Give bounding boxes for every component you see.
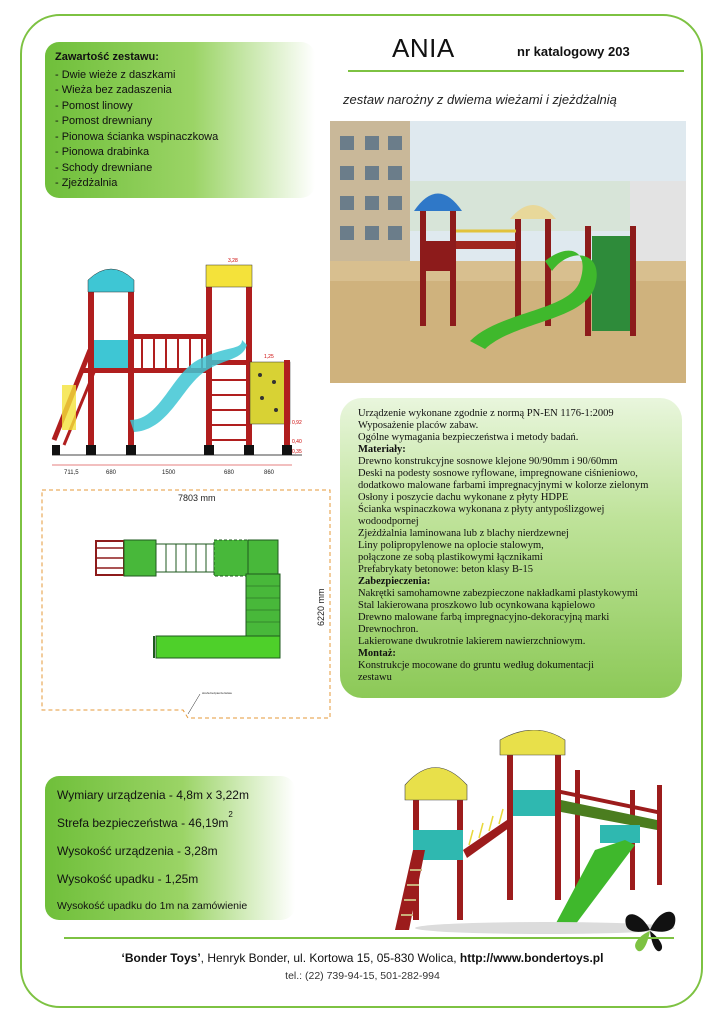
spec-line: Ścianka wspinaczkowa wykonana z płyty antypoślizgowej bbox=[358, 504, 605, 515]
spec-heading: Materiały: bbox=[358, 444, 406, 455]
list-item: - Pionowa drabinka bbox=[55, 146, 150, 158]
spec-line: Wyposażenie placów zabaw. bbox=[358, 420, 479, 431]
spec-line: Ogólne wymagania bezpieczeństwa i metody badań. bbox=[358, 432, 579, 443]
dim-1: 711,5 bbox=[64, 470, 79, 476]
spec-line: Urządzenie wykonane zgodnie z normą PN-EN 1176-1:2009 bbox=[358, 408, 614, 419]
height-line: Wysokość urządzenia - 3,28m bbox=[57, 844, 218, 858]
spec-line: Drewno konstrukcyjne sosnowe klejone 90/90mm i 90/60mm bbox=[358, 456, 618, 467]
spec-line: Stal lakierowana proszkowo lub ocynkowana kąpielowo bbox=[358, 600, 596, 611]
plan-view bbox=[38, 486, 338, 727]
list-item: - Pomost linowy bbox=[55, 99, 133, 112]
spec-line: Prefabrykaty betonowe: beton klasy B-15 bbox=[358, 564, 533, 575]
footer-divider bbox=[64, 937, 674, 939]
spec-line: Drewnochron. bbox=[358, 624, 419, 635]
spec-line: Liny polipropylenowe na oplocie stalowym, bbox=[358, 540, 544, 551]
superscript: 2 bbox=[228, 810, 233, 819]
product-title: ANIA bbox=[392, 33, 455, 63]
spec-line: połączone ze sobą plastikowymi łącznikami bbox=[358, 552, 543, 563]
plan-width-label: 7803 mm bbox=[178, 493, 216, 503]
list-item: - Pionowa ścianka wspinaczkowa bbox=[55, 130, 219, 143]
spec-line: wodoodpornej bbox=[358, 516, 419, 527]
header-divider bbox=[348, 70, 684, 72]
company-address: , Henryk Bonder, ul. Kortowa 15, 05-830 Wolica, bbox=[200, 951, 460, 965]
specification-box bbox=[340, 398, 682, 698]
footer-phone: tel.: (22) 739-94-15, 501-282-994 bbox=[285, 970, 440, 982]
height-label: 0,92 bbox=[292, 420, 302, 426]
dim-2: 680 bbox=[106, 470, 117, 476]
spec-line: Nakrętki samohamowne zabezpieczone nakładkami plastykowymi bbox=[358, 588, 638, 599]
spec-line: dodatkowo malowane farbami impregnacyjnymi w kolorze zielonym bbox=[358, 480, 649, 491]
spec-line: Zjeżdżalnia laminowana lub z blachy nierdzewnej bbox=[358, 528, 569, 539]
height-label: 0,35 bbox=[292, 449, 302, 455]
height-label: 1,25 bbox=[264, 354, 274, 360]
fall-height-note: Wysokość upadku do 1m na zamówienie bbox=[57, 900, 248, 912]
dimensions-box bbox=[45, 776, 295, 920]
spec-line: Drewno malowane farbą impregnacyjno-dekoracyjną marki bbox=[358, 612, 610, 623]
catalog-number: nr katalogowy 203 bbox=[517, 44, 630, 59]
list-item: - Zjeżdżalnia bbox=[55, 177, 118, 189]
list-item: - Dwie wieże z daszkami bbox=[55, 68, 176, 81]
spec-line: Osłony i poszycie dachu wykonane z płyty HDPE bbox=[358, 492, 569, 503]
contents-list bbox=[55, 68, 305, 192]
height-label: 0,40 bbox=[292, 439, 302, 445]
dim-3: 1500 bbox=[162, 470, 176, 476]
website-link[interactable]: http://www.bondertoys.pl bbox=[459, 951, 604, 965]
contents-box bbox=[45, 42, 315, 198]
fall-height-line: Wysokość upadku - 1,25m bbox=[57, 872, 199, 886]
list-item: - Pomost drewniany bbox=[55, 115, 153, 127]
spec-heading: Montaż: bbox=[358, 648, 396, 659]
footer-address bbox=[0, 951, 725, 965]
height-label: 3,28 bbox=[228, 258, 238, 264]
spec-line: Konstrukcje mocowane do gruntu według dokumentacji bbox=[358, 660, 594, 671]
spec-line: zestawu bbox=[358, 672, 392, 683]
safety-zone-line bbox=[57, 810, 283, 830]
list-item: - Wieża bez zadaszenia bbox=[55, 84, 172, 96]
elevation-drawing bbox=[42, 250, 312, 485]
dim-4: 680 bbox=[224, 470, 235, 476]
list-item: - Schody drewniane bbox=[55, 161, 153, 174]
spec-heading: Zabezpieczenia: bbox=[358, 576, 431, 587]
spec-line: Deski na podesty sosnowe ryflowane, impregnowane ciśnieniowo, bbox=[358, 468, 638, 479]
dimension-line: Wymiary urządzenia - 4,8m x 3,22m bbox=[57, 788, 249, 802]
product-subtitle: zestaw narożny z dwiema wieżami i zjeżdżalnią bbox=[343, 92, 617, 107]
dim-5: 860 bbox=[264, 470, 275, 476]
spec-line: Lakierowane dwukrotnie lakierem nawierzchniowym. bbox=[358, 636, 586, 647]
plan-note: strefa bezpieczeństwa bbox=[202, 691, 232, 695]
company-name: ‘Bonder Toys’ bbox=[121, 951, 201, 965]
plan-height-label: 6220 mm bbox=[316, 588, 326, 626]
contents-heading: Zawartość zestawu: bbox=[55, 51, 159, 63]
playground-photo bbox=[330, 121, 686, 383]
safety-zone-text: Strefa bezpieczeństwa - 46,19m bbox=[57, 816, 229, 830]
